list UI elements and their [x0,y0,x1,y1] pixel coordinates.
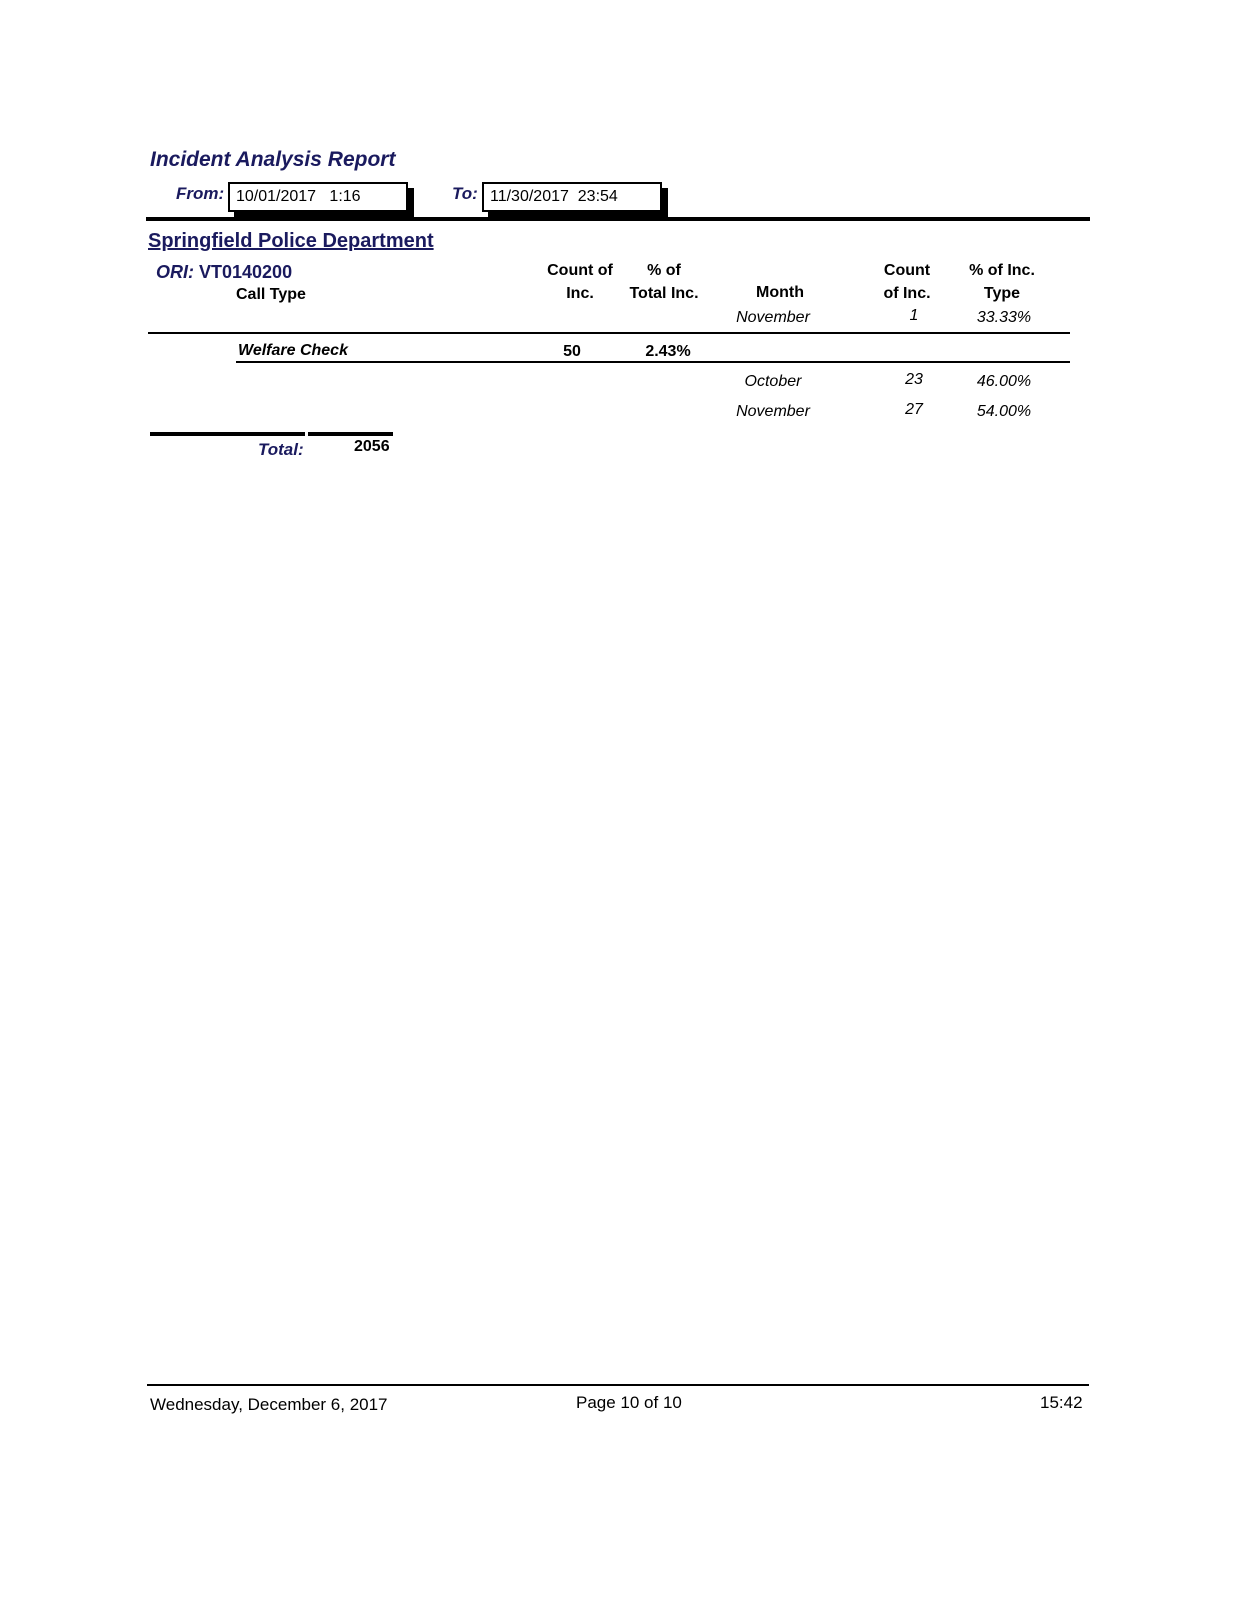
department-name: Springfield Police Department [148,230,434,252]
footer-page: Page 10 of 10 [576,1393,682,1412]
footer-rule [147,1384,1089,1386]
col-header-count-inc-line1: Count of [547,262,613,279]
col-header-count-line1: Count [883,262,931,279]
table-top-rule [148,332,1070,334]
col-header-pct-type [954,262,1050,303]
col-header-call-type: Call Type [236,286,306,303]
col-header-count-inc-line2: Inc. [566,285,594,302]
carryover-month: November [736,309,810,326]
month-row-2-month: November [736,403,810,420]
to-label: To: [452,184,478,203]
col-header-pct-type-line1: % of Inc. [969,262,1035,279]
col-header-pct-total-line2: Total Inc. [629,285,699,302]
total-rule-right [308,432,393,436]
report-title: Incident Analysis Report [150,148,396,171]
group-count: 50 [563,343,581,360]
total-label: Total: [258,440,304,459]
from-date-field [228,182,408,212]
month-row-1-count: 23 [905,371,923,388]
total-rule-left [150,432,305,436]
ori-value: VT0140200 [199,262,293,282]
month-row-2-count: 27 [905,401,923,418]
month-row-2-pct-type: 54.00% [976,403,1032,420]
ori-label: ORI: [156,262,194,282]
col-header-pct-total [612,262,716,303]
carryover-pct-type: 33.33% [976,309,1032,326]
col-header-pct-total-line1: % of [647,262,681,279]
footer-time: 15:42 [1040,1393,1083,1412]
col-header-month: Month [756,284,804,301]
footer-date: Wednesday, December 6, 2017 [150,1395,388,1414]
group-pct-total: 2.43% [645,343,691,360]
col-header-count [862,262,952,303]
group-call-type: Welfare Check [238,342,348,359]
col-header-pct-type-line2: Type [983,285,1021,302]
total-value: 2056 [354,438,390,455]
month-row-1-pct-type: 46.00% [976,373,1032,390]
carryover-count: 1 [909,307,919,324]
from-label: From: [176,184,225,203]
to-date-field [482,182,662,212]
header-rule [146,217,1090,221]
group-rule [236,361,1070,363]
month-row-1-month: October [744,373,802,390]
from-date-value: 10/01/2017 1:16 [236,188,361,205]
col-header-count-line2: of Inc. [883,285,931,302]
to-date-value: 11/30/2017 23:54 [490,188,618,205]
